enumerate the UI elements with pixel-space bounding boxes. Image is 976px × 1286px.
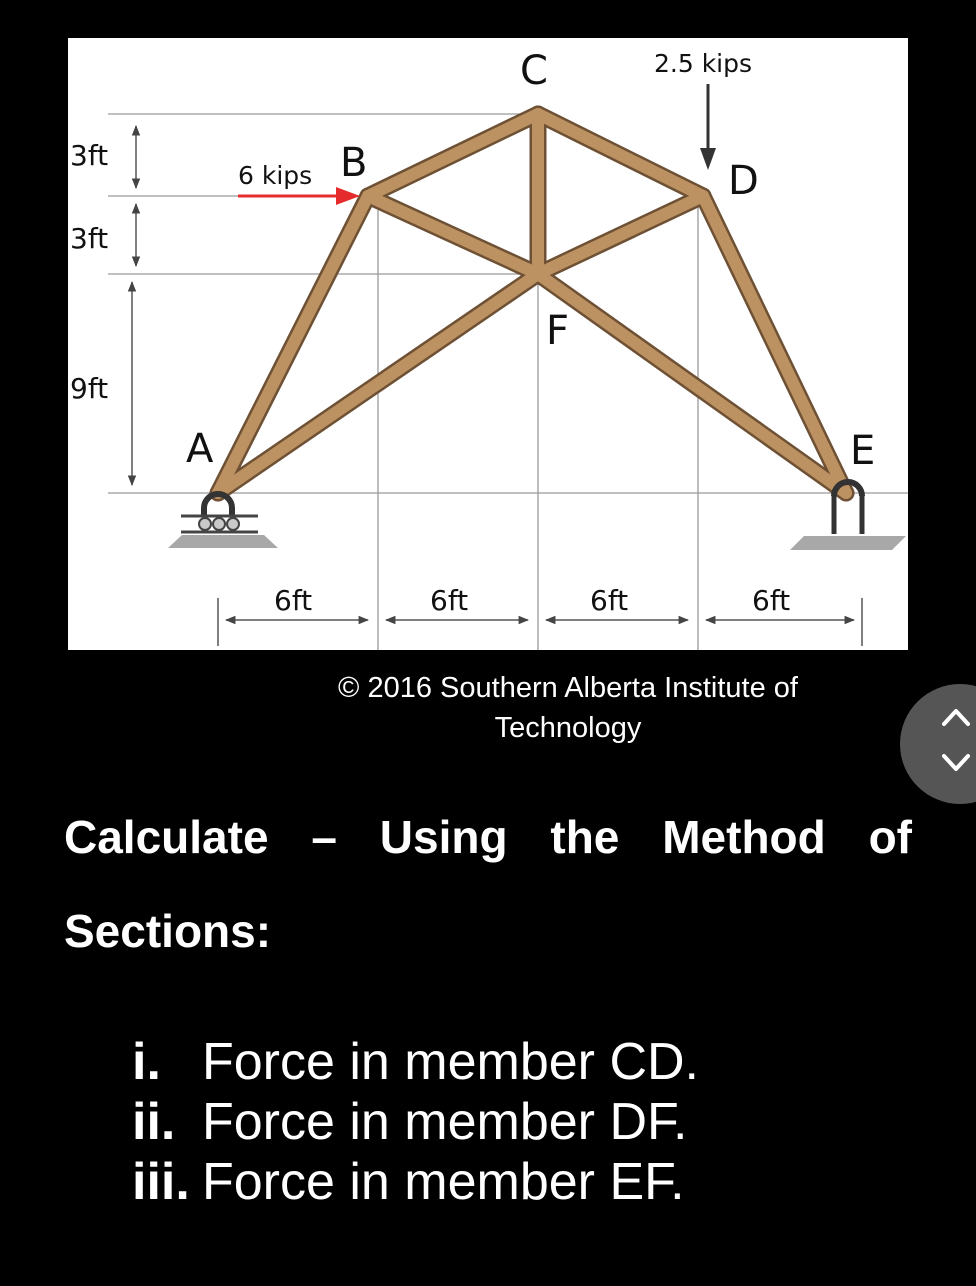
dim-label-6ft-4: 6ft	[752, 584, 791, 617]
member-CD	[538, 114, 703, 196]
chevron-down-icon[interactable]	[936, 742, 976, 782]
dim-label-3ft-top: 3ft	[70, 139, 109, 172]
node-label-E: E	[850, 428, 876, 474]
node-label-F: F	[546, 308, 570, 354]
load-label-2.5kips: 2.5 kips	[654, 49, 753, 78]
dim-label-6ft-2: 6ft	[430, 584, 469, 617]
vertical-load-arrow	[700, 84, 716, 170]
truss-figure	[68, 38, 908, 650]
dim-label-6ft-1: 6ft	[274, 584, 313, 617]
chevron-up-icon[interactable]	[936, 698, 976, 738]
task-item	[132, 1152, 699, 1212]
task-text: Force in member EF.	[202, 1153, 685, 1211]
task-item	[132, 1092, 699, 1152]
truss-diagram	[68, 38, 908, 650]
roller-support-A	[168, 494, 278, 548]
slide-navigation[interactable]	[900, 684, 976, 804]
node-label-D: D	[728, 158, 759, 204]
task-list	[132, 1032, 699, 1212]
task-number: i.	[132, 1033, 161, 1091]
figure-caption: © 2016 Southern Alberta Institute of Technology	[338, 672, 798, 744]
node-label-B: B	[340, 140, 368, 186]
question-heading: Calculate – Using the Method of Sections:	[64, 811, 912, 957]
dim-label-9ft: 9ft	[70, 372, 109, 405]
task-text: Force in member DF.	[202, 1093, 688, 1151]
task-text: Force in member CD.	[202, 1033, 699, 1091]
node-label-C: C	[520, 48, 548, 94]
node-label-A: A	[186, 426, 214, 472]
vertical-dimension-arrows	[132, 126, 136, 485]
dim-label-6ft-3: 6ft	[590, 584, 629, 617]
task-number: ii.	[132, 1093, 176, 1151]
dim-label-3ft-middle: 3ft	[70, 222, 109, 255]
member-BF	[368, 196, 538, 274]
load-label-6kips: 6 kips	[238, 161, 313, 190]
task-number: iii.	[132, 1153, 190, 1211]
member-DF	[538, 196, 703, 274]
task-item	[132, 1032, 699, 1092]
member-BC	[368, 114, 538, 196]
